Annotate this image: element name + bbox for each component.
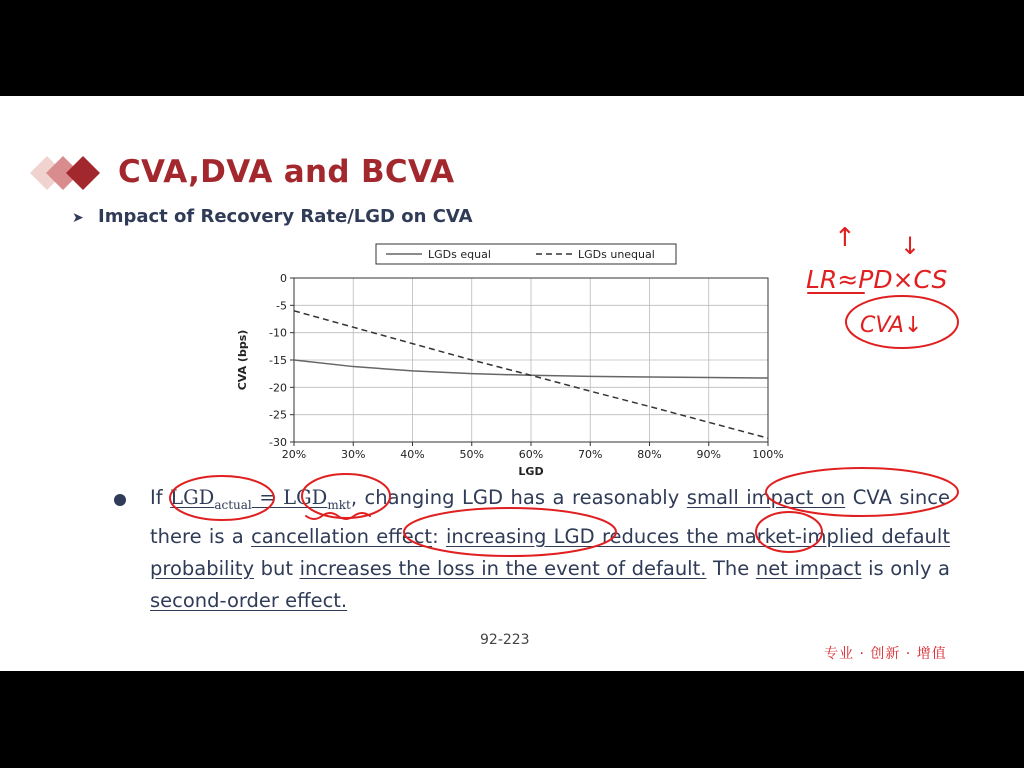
text-changing: , changing LGD has a reasonably [350, 486, 687, 509]
footer-tagline: 专业 · 创新 · 增值 [824, 646, 947, 662]
x-tick-label: 100% [752, 448, 784, 461]
ink-up-arrow: ↑ [834, 223, 856, 253]
ink-formula: LR≈PD×CS [806, 265, 948, 294]
ink-result: CVA↓ [860, 313, 923, 338]
text-net-impact: net impact [755, 556, 862, 580]
text-if: If [150, 486, 171, 509]
x-tick-label: 50% [459, 448, 484, 461]
ink-text [806, 223, 947, 338]
lgd-actual [170, 486, 252, 512]
text-the: The [706, 556, 756, 580]
explanation-paragraph [150, 482, 950, 617]
chart-grid [294, 278, 768, 442]
y-tick-label: -25 [269, 408, 287, 422]
diamond-logo-icon [30, 156, 110, 190]
text-but: but [254, 556, 300, 580]
page-number: 92-223 [480, 632, 530, 648]
equals-sign: = [251, 486, 284, 509]
text-cva-since: CVA since there is a [150, 486, 950, 548]
legend-label-2: LGDs unequal [578, 248, 655, 261]
text-only: is only a [861, 556, 951, 580]
x-tick-label: 90% [696, 448, 721, 461]
lgd-actual-sub: actual [214, 497, 252, 512]
lgd-mkt-sub: mkt [327, 497, 351, 512]
x-tick-label: 40% [400, 448, 425, 461]
text-cancellation: cancellation effect [251, 524, 433, 548]
y-tick-label: -20 [269, 381, 287, 395]
subtitle [72, 206, 473, 227]
ink-down-arrow: ↓ [900, 232, 921, 260]
chart-legend [376, 244, 676, 264]
ink-circle-cva [846, 296, 958, 348]
text-increasing-lgd: increasing LGD reduces the market-implied default probability [150, 524, 950, 580]
x-tick-label: 60% [518, 448, 544, 461]
subtitle-text: Impact of Recovery Rate/LGD on CVA [98, 206, 473, 227]
x-tick-label: 30% [341, 448, 366, 461]
lgd-mkt-label: LGD [283, 486, 328, 509]
text-increases-loss: increases the loss in the event of default. [299, 556, 707, 580]
arrow-bullet-icon: ➤ [72, 210, 84, 226]
slide-title: CVA,DVA and BCVA [118, 154, 455, 190]
text-second-order: second-order effect. [150, 588, 348, 612]
y-axis-label: CVA (bps) [236, 329, 249, 391]
text-colon: : [432, 524, 446, 548]
y-tick-label: -30 [269, 436, 287, 449]
y-tick-label: -15 [269, 354, 287, 367]
lgd-actual-label: LGD [170, 486, 215, 509]
y-tick-label: 0 [280, 272, 287, 285]
cva-lgd-line-chart [228, 242, 788, 484]
lgd-mkt [283, 486, 351, 512]
text-small-impact: small impact on [686, 486, 846, 509]
slide [0, 96, 1024, 671]
y-tick-label: -10 [269, 326, 287, 340]
x-tick-label: 70% [578, 448, 603, 461]
y-tick-label: -5 [276, 299, 287, 313]
x-axis-label: LGD [518, 465, 544, 478]
bullet-dot-icon [114, 494, 126, 506]
x-tick-label: 80% [637, 448, 662, 461]
x-tick-label: 20% [281, 448, 307, 461]
legend-label-1: LGDs equal [428, 248, 491, 261]
